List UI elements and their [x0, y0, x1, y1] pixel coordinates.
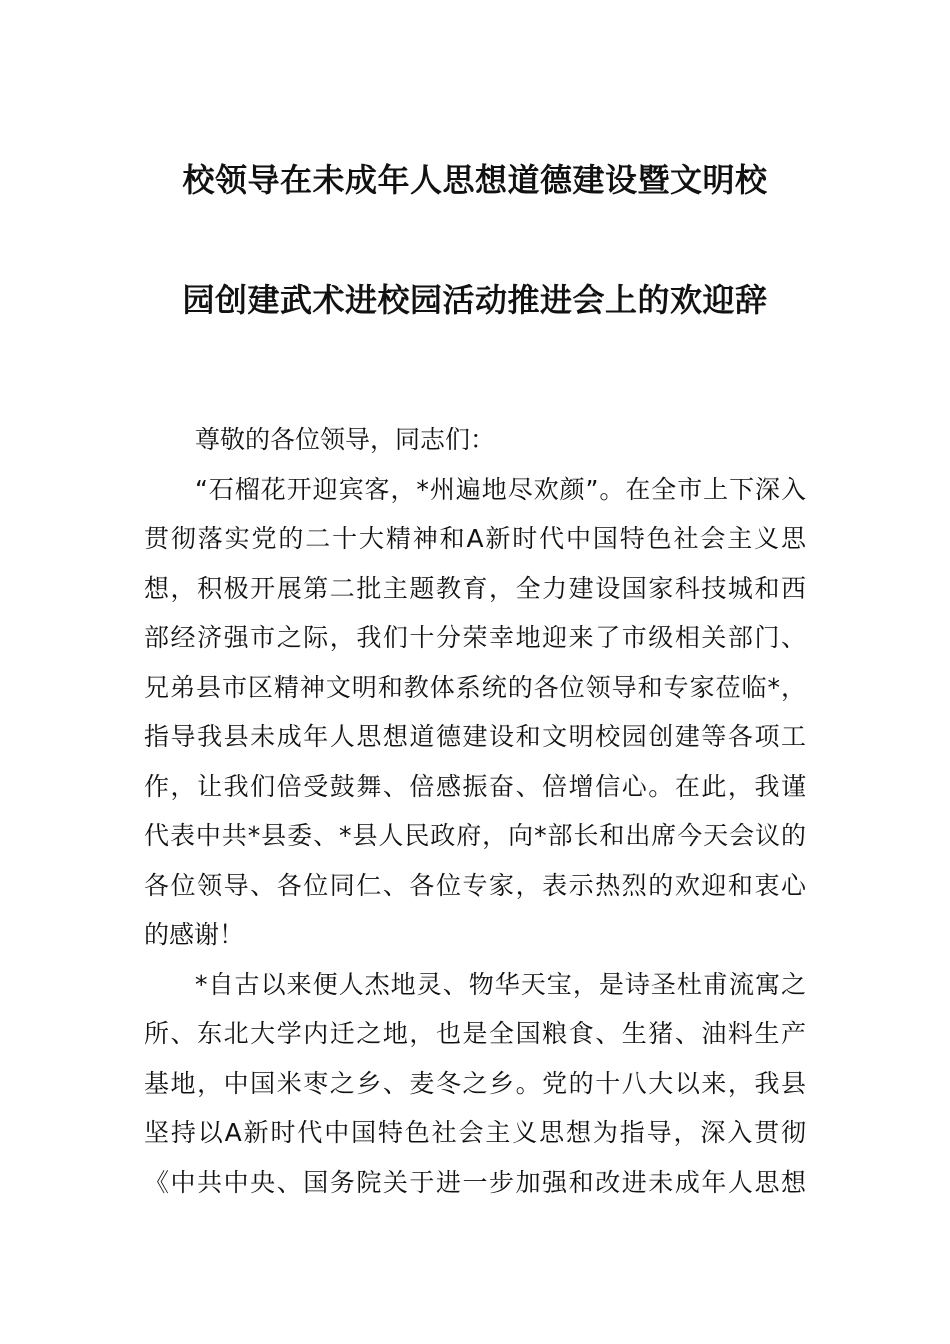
paragraph-line: 想，积极开展第二批主题教育，全力建设国家科技城和西 — [144, 573, 806, 603]
paragraph-line: *自古以来便人杰地灵、物华天宝，是诗圣杜甫流寓之 — [195, 969, 806, 999]
paragraph-line: 指导我县未成年人思想道德建设和文明校园创建等各项工 — [144, 722, 806, 751]
paragraph-2 — [144, 960, 806, 1208]
paragraph-line: 作，让我们倍受鼓舞、倍感振奋、倍增信心。在此，我谨 — [144, 771, 806, 801]
paragraph-1 — [144, 465, 806, 960]
paragraph-line: 《中共中央、国务院关于进一步加强和改进未成年人思想 — [144, 1167, 806, 1197]
paragraph-line: 各位领导、各位同仁、各位专家，表示热烈的欢迎和衷心 — [144, 870, 806, 900]
paragraph-line: 所、东北大学内迁之地，也是全国粮食、生猪、油料生产 — [144, 1019, 806, 1048]
document-title-line-2: 园创建武术进校园活动推进会上的欢迎辞 — [182, 281, 768, 319]
salutation: 尊敬的各位领导，同志们： — [195, 425, 496, 454]
document-title-line-1: 校领导在未成年人思想道德建设暨文明校 — [182, 161, 768, 199]
paragraph-line: 基地，中国米枣之乡、麦冬之乡。党的十八大以来，我县 — [144, 1068, 806, 1098]
paragraph-line: “石榴花开迎宾客，*州遍地尽欢颜”。在全市上下深入 — [195, 474, 806, 504]
document-body — [144, 415, 806, 1207]
paragraph-line: 部经济强市之际，我们十分荣幸地迎来了市级相关部门、 — [144, 623, 806, 652]
paragraph-line: 代表中共*县委、*县人民政府，向*部长和出席今天会议的 — [144, 821, 806, 850]
paragraph-line: 兄弟县市区精神文明和教体系统的各位领导和专家莅临*， — [144, 672, 806, 702]
paragraph-line: 坚持以A新时代中国特色社会主义思想为指导，深入贯彻 — [144, 1118, 806, 1147]
paragraph-line: 贯彻落实党的二十大精神和A新时代中国特色社会主义思 — [144, 524, 806, 553]
paragraph-line: 的感谢！ — [144, 920, 245, 949]
